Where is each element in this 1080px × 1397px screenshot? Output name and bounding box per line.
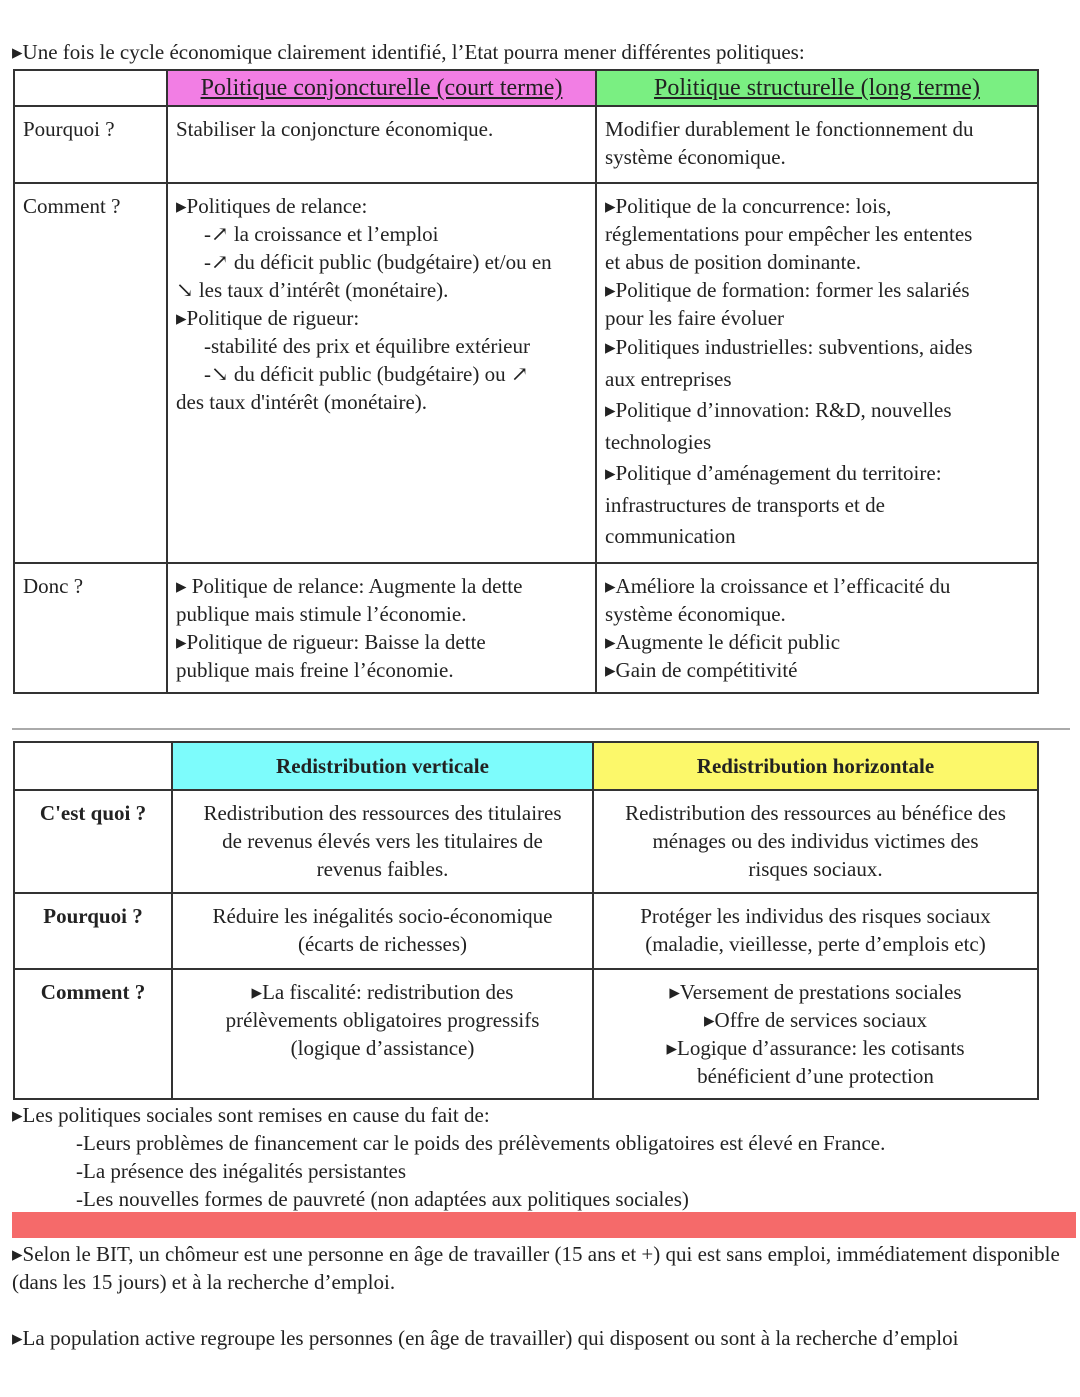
row-label-pourquoi: Pourquoi ? xyxy=(14,106,167,183)
cell-vert-comment: ▸La fiscalité: redistribution des prélèvements obligatoires progressifs (logique d’assistance) xyxy=(172,969,593,1099)
cell-struct-comment: ▸Politique de la concurrence: lois, réglementations pour empêcher les ententes et abus de position dominante. ▸Politique de formation: former les salariés pour les faire évoluer ▸Politiques industrielles: subventions, aides aux entreprises ▸Politique d’innovation: R&D, nouvelles technologies ▸Politique d’aménagement du territoire: infrastructures de transports et de communication xyxy=(596,183,1038,563)
social-item: -Les nouvelles formes de pauvreté (non adaptées aux politiques sociales) xyxy=(76,1187,689,1211)
redistribution-table xyxy=(13,741,1039,1100)
cell-struct-pourquoi: Modifier durablement le fonctionnement du système économique. xyxy=(596,106,1038,183)
row-label-comment-2: Comment ? xyxy=(14,969,172,1099)
cell-horiz-cest-quoi: Redistribution des ressources au bénéfice des ménages ou des individus victimes des risques sociaux. xyxy=(593,790,1038,893)
social-item: -La présence des inégalités persistantes xyxy=(76,1159,407,1183)
red-separator-bar xyxy=(12,1212,1076,1238)
cell-vert-cest-quoi: Redistribution des ressources des titulaires de revenus élevés vers les titulaires de revenus faibles. xyxy=(172,790,593,893)
social-item: -Leurs problèmes de financement car le poids des prélèvements obligatoires est élevé en France. xyxy=(76,1131,886,1155)
header-structurelle: Politique structurelle (long terme) xyxy=(596,70,1038,106)
cell-horiz-comment: ▸Versement de prestations sociales ▸Offre de services sociaux ▸Logique d’assurance: les cotisants bénéficient d’une protection xyxy=(593,969,1038,1099)
header-conjoncturelle: Politique conjoncturelle (court terme) xyxy=(167,70,596,106)
header-horizontale: Redistribution horizontale xyxy=(593,742,1038,790)
header-blank xyxy=(14,70,167,106)
row-label-donc: Donc ? xyxy=(14,563,167,693)
section-divider xyxy=(12,728,1070,730)
cell-horiz-pourquoi: Protéger les individus des risques sociaux (maladie, vieillesse, perte d’emplois etc) xyxy=(593,893,1038,969)
cell-conj-donc: ▸ Politique de relance: Augmente la dette publique mais stimule l’économie. ▸Politique de rigueur: Baisse la dette publique mais freine l’économie. xyxy=(167,563,596,693)
row-label-cest-quoi: C'est quoi ? xyxy=(14,790,172,893)
cell-vert-pourquoi: Réduire les inégalités socio-économique (écarts de richesses) xyxy=(172,893,593,969)
active-population-definition: ▸La population active regroupe les personnes (en âge de travailler) qui disposent ou sont à la recherche d’emploi xyxy=(12,1326,959,1350)
social-lead: ▸Les politiques sociales sont remises en cause du fait de: xyxy=(12,1103,490,1127)
cell-conj-comment: ▸Politiques de relance: -↗ la croissance et l’emploi -↗ du déficit public (budgétaire) et/ou en ↘ les taux d’intérêt (monétaire). ▸Politique de rigueur: -stabilité des prix et équilibre extérieur -↘ du déficit public (budgétaire) ou ↗ des taux d'intérêt (monétaire). xyxy=(167,183,596,563)
row-label-comment: Comment ? xyxy=(14,183,167,563)
row-label-pourquoi-2: Pourquoi ? xyxy=(14,893,172,969)
cell-struct-donc: ▸Améliore la croissance et l’efficacité du système économique. ▸Augmente le déficit public ▸Gain de compétitivité xyxy=(596,563,1038,693)
economic-policy-table xyxy=(13,69,1039,694)
intro-text: ▸Une fois le cycle économique clairement identifié, l’Etat pourra mener différentes politiques: xyxy=(12,40,805,64)
cell-conj-pourquoi: Stabiliser la conjoncture économique. xyxy=(167,106,596,183)
header-verticale: Redistribution verticale xyxy=(172,742,593,790)
header-blank-2 xyxy=(14,742,172,790)
bit-definition: ▸Selon le BIT, un chômeur est une personne en âge de travailler (15 ans et +) qui est sans emploi, immédiatement disponible (dans les 15 jours) et à la recherche d’emploi. xyxy=(12,1242,1060,1294)
